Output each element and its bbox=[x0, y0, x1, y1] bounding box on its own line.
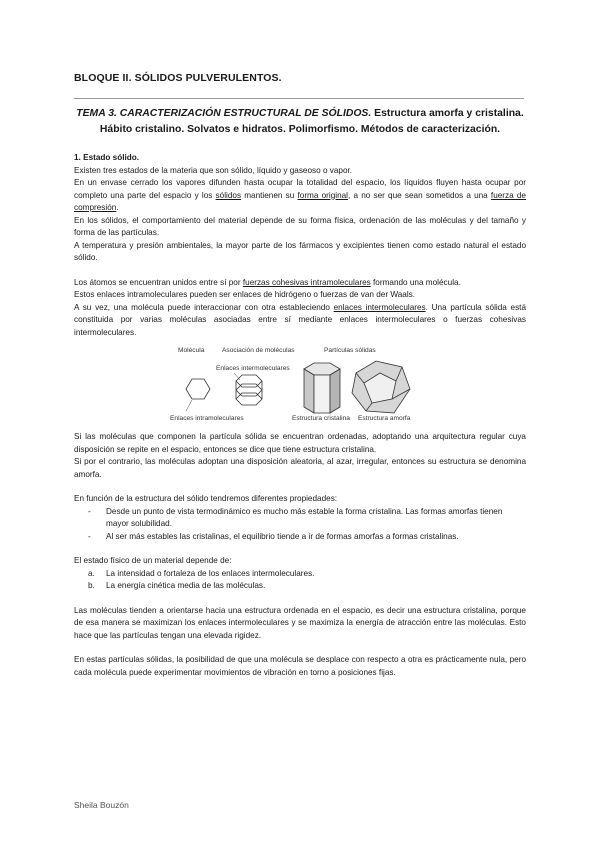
list-item: b. La energía cinética media de las moléculas. bbox=[88, 581, 266, 590]
tema-title-italic: TEMA 3. CARACTERIZACIÓN ESTRUCTURAL DE SÓLIDOS. bbox=[76, 108, 372, 119]
paragraph: A su vez, una molécula puede interaccionar con otra estableciendo enlaces intermoleculares. Una partícula sólida está constituida por varias moléculas asociadas entre sí mediante enlaces intermoleculares o fuerzas cohesivas intermoleculares. bbox=[74, 302, 527, 337]
block-title: BLOQUE II. SÓLIDOS PULVERULENTOS. bbox=[74, 72, 282, 84]
title-divider bbox=[74, 98, 524, 99]
figure-label-crystal: Estructura cristalina bbox=[292, 415, 350, 422]
tema-title-rest: Estructura amorfa y cristalina. Hábito cristalino. Solvatos e hidratos. Polimorfismo. Métodos de caracterización. bbox=[99, 108, 524, 135]
paragraph: En un envase cerrado los vapores difunden hasta ocupar la totalidad del espacio, los líquidos fluyen hasta ocupar por completo una parte del espacio y los sólidos mantienen su forma original, a no ser que sean sometidos a una fuerza de compresión. bbox=[74, 178, 526, 212]
section-heading: 1. Estado sólido. bbox=[74, 153, 140, 162]
figure-label-particles: Partículas sólidas bbox=[324, 347, 376, 354]
figure-label-inter: Enlaces intermoleculares bbox=[216, 365, 290, 372]
paragraph: Los átomos se encuentran unidos entre sí por fuerzas cohesivas intramoleculares formando una molécula. bbox=[74, 277, 461, 287]
paragraph: El estado físico de un material depende de: bbox=[74, 556, 232, 565]
underlined-term: sólidos bbox=[215, 190, 242, 200]
paragraph: Si por el contrario, las moléculas adoptan una disposición aleatoria, al azar, irregular, entonces su estructura se denomina amorfa. bbox=[74, 457, 526, 479]
intra-arrow bbox=[186, 400, 192, 411]
paragraph: Existen tres estados de la materia que son sólido, líquido y gaseoso o vapor. bbox=[74, 165, 353, 175]
dependencies-list bbox=[74, 568, 526, 593]
figure-label-intra: Enlaces intramoleculares bbox=[170, 415, 244, 422]
underlined-term: fuerzas cohesivas intramoleculares bbox=[242, 277, 371, 287]
paragraph: A temperatura y presión ambientales, la mayor parte de los fármacos y excipientes tienen como estado natural el estado sólido. bbox=[74, 240, 526, 262]
list-item: - Al ser más estables las cristalinas, el equilibrio tiende a ir de formas amorfas a formas cristalinas. bbox=[88, 531, 459, 541]
amorphous-particle-icon bbox=[352, 361, 410, 413]
paragraph: Estos enlaces intramoleculares pueden ser enlaces de hidrógeno o fuerzas de van der Waals. bbox=[74, 290, 416, 299]
tema-title bbox=[74, 106, 526, 138]
crystal-prism-icon bbox=[304, 363, 340, 413]
paragraph: En los sólidos, el comportamiento del material depende de su forma física, ordenación de las moléculas y del tamaño y forma de las partículas. bbox=[74, 215, 526, 237]
figure-illustration bbox=[74, 353, 526, 421]
underlined-term: forma original bbox=[297, 190, 348, 200]
paragraph: En estas partículas sólidas, la posibilidad de que una molécula se desplace con respecto a otra es prácticamente nula, pero cada molécula puede experimentar movimientos de vibración en torno a posiciones fijas. bbox=[74, 655, 526, 677]
figure-label-association: Asociación de moléculas bbox=[222, 347, 295, 354]
properties-list bbox=[74, 506, 526, 544]
molecule-hexagon-icon bbox=[186, 379, 210, 399]
list-item: - Desde un punto de vista termodinámico es mucho más estable la forma cristalina. Las formas amorfas tienen mayor solubilidad. bbox=[88, 506, 503, 528]
underlined-term: fuerza de compresión bbox=[74, 190, 526, 212]
paragraph: Si las moléculas que componen la partícula sólida se encuentran ordenadas, adoptando una arquitectura regular cuya disposición se repite en el espacio, entonces se dice que tiene estructura cristalina. bbox=[74, 432, 526, 454]
paragraph: En función de la estructura del sólido tendremos diferentes propiedades: bbox=[74, 494, 338, 503]
paragraph: Las moléculas tienden a orientarse hacia una estructura ordenada en el espacio, es decir una estructura cristalina, porque de esa manera se maximizan los enlaces intermoleculares y se maximiza la energía de atracción entre las moléculas. Esto hace que las partículas tengan una elevada rigidez. bbox=[74, 605, 526, 640]
figure-label-amorphous: Estructura amorfa bbox=[358, 415, 411, 422]
molecular-structure-figure bbox=[74, 347, 526, 422]
underlined-term: enlaces intermoleculares bbox=[333, 302, 426, 312]
list-item: a. La intensidad o fortaleza de los enlaces intermoleculares. bbox=[88, 568, 315, 578]
figure-label-molecule: Molécula bbox=[178, 347, 205, 354]
footer-author: Sheila Bouzón bbox=[74, 800, 129, 810]
document-body bbox=[74, 152, 526, 679]
